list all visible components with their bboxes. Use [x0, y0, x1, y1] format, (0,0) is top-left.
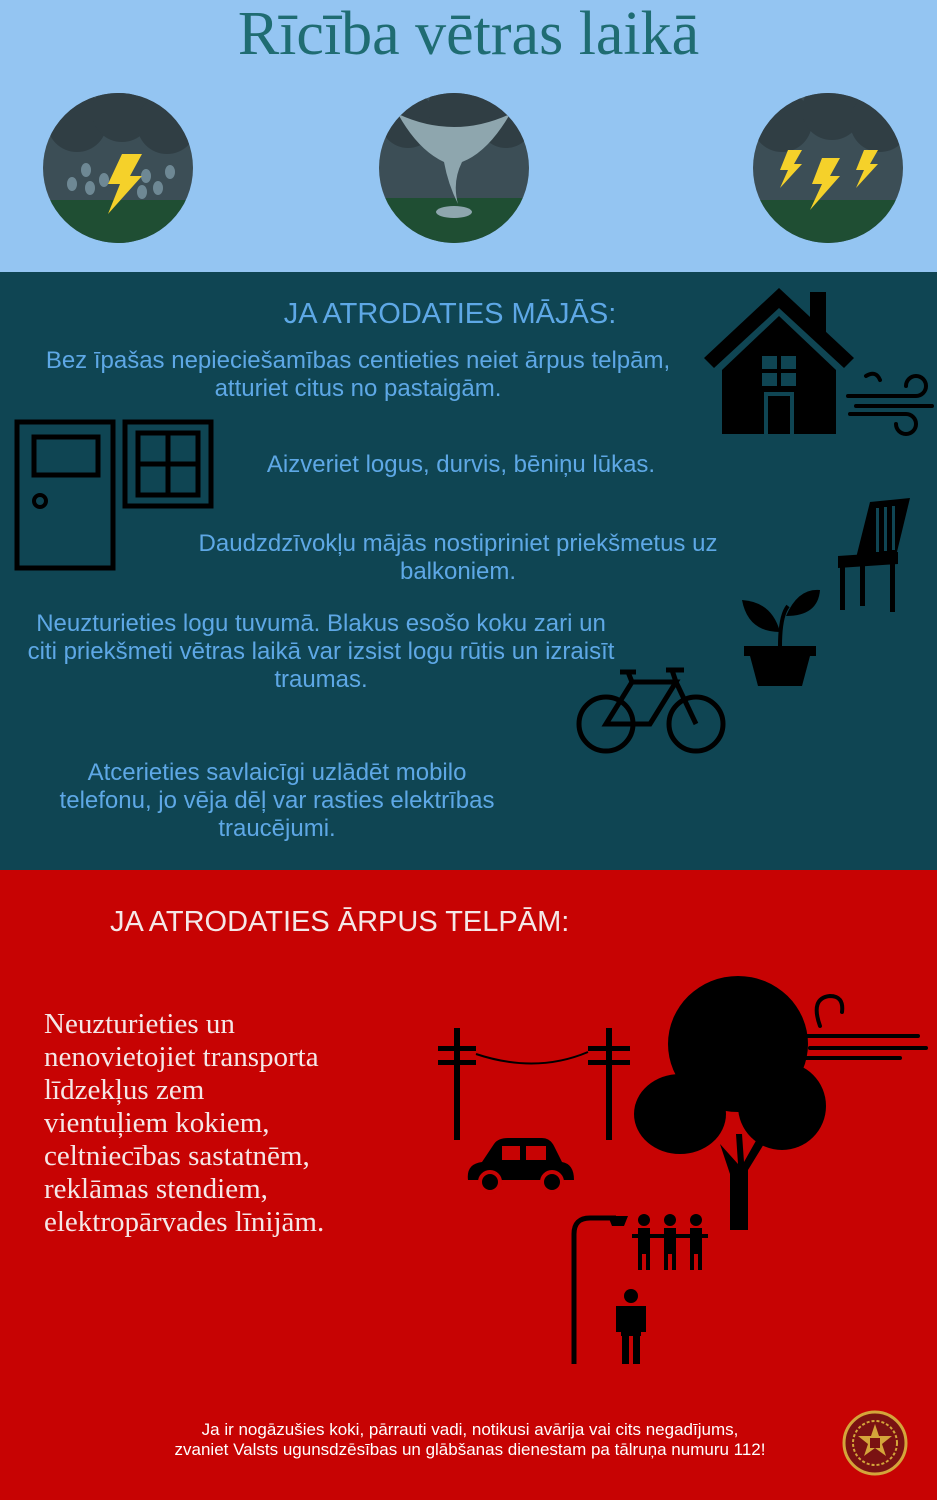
- plant-icon: [738, 586, 822, 688]
- home-heading: JA ATRODATIES MĀJĀS:: [283, 298, 617, 330]
- outdoor-heading: JA ATRODATIES ĀRPUS TELPĀM:: [110, 906, 570, 938]
- outdoor-tip: Neuzturieties un nenovietojiet transporta līdzekļus zem vientuļiem kokiem, celtniecības sastatnēm, reklāmas stendiem, elektropārvades līnijām.: [44, 1008, 325, 1238]
- tornado-icon: [378, 92, 530, 244]
- footer-line-1: Ja ir nogāzušies koki, pārrauti vadi, notikusi avārija vai cits negadījums,: [201, 1420, 739, 1439]
- home-tip-1: Bez īpašas nepieciešamības centieties neiet ārpus telpām, atturiet citus no pastaigām.: [45, 347, 671, 402]
- house-icon: [704, 288, 854, 436]
- tree-icon: [630, 974, 826, 1232]
- footer-note: [120, 1420, 820, 1460]
- bicycle-icon: [576, 664, 728, 758]
- people-icon: [630, 1212, 710, 1272]
- lightning-icon: [752, 92, 904, 244]
- chair-icon: [834, 496, 914, 614]
- home-tip-5: Atcerieties savlaicīgi uzlādēt mobilo telefonu, jo vēja dēļ var rasties elektrības traucējumi.: [59, 759, 495, 842]
- home-tip-4: Neuzturieties logu tuvumā. Blakus esošo koku zari un citi priekšmeti vētras laikā var izsist logu rūtis un izraisīt traumas.: [27, 610, 615, 693]
- page-title: Rīcība vētras laikā: [237, 0, 700, 68]
- wind-icon: [800, 992, 930, 1068]
- wind-icon: [846, 366, 936, 436]
- emblem-icon: [842, 1410, 908, 1476]
- person-icon: [614, 1288, 648, 1366]
- home-tip-3: Daudzdzīvokļu mājās nostipriniet priekšmetus uz balkoniem.: [198, 530, 718, 585]
- window-icon: [122, 419, 214, 509]
- door-icon: [14, 419, 116, 571]
- footer-line-2: zvaniet Valsts ugunsdzēsības un glābšanas dienestam pa tālruņa numuru 112!: [174, 1440, 766, 1459]
- rain-lightning-icon: [42, 92, 194, 244]
- car-icon: [464, 1136, 576, 1194]
- power-pole-icon: [436, 1024, 636, 1142]
- home-tip-2: Aizveriet logus, durvis, bēniņu lūkas.: [266, 451, 656, 478]
